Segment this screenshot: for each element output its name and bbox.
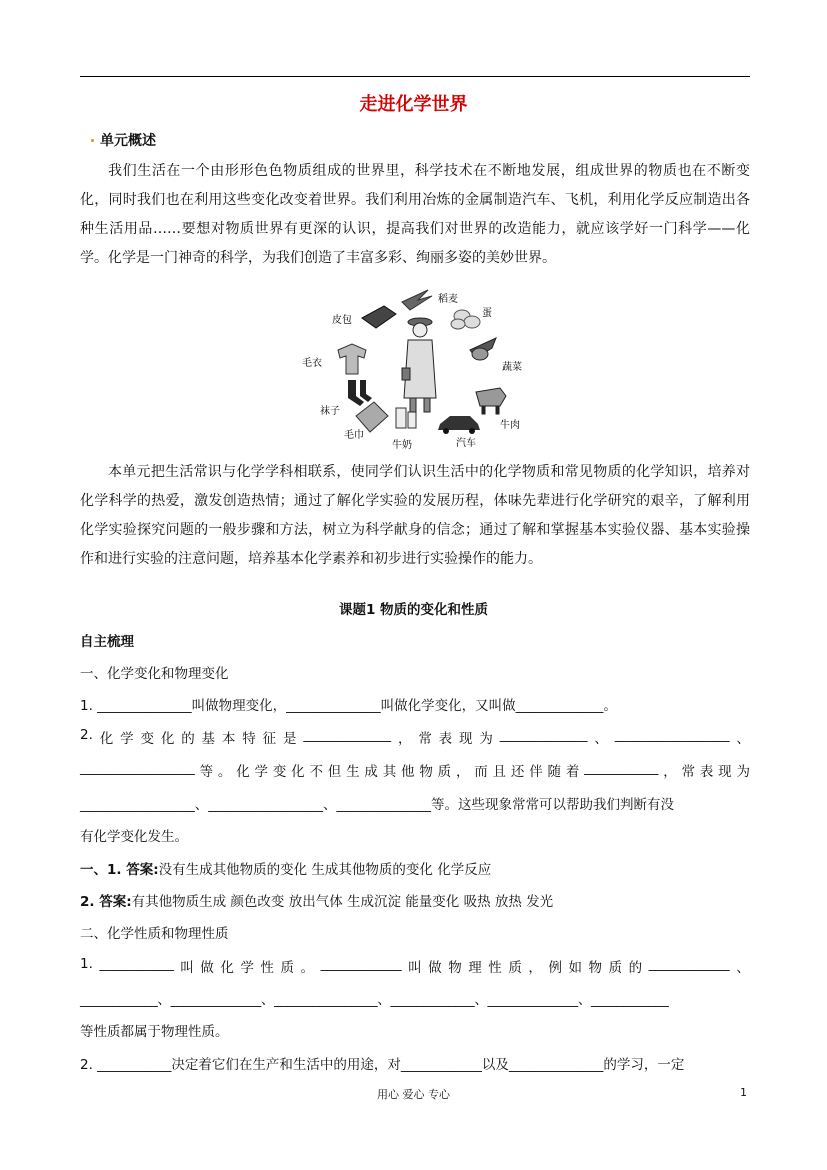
line-part: 质 — [608, 960, 623, 976]
line-part: _________________ — [614, 727, 730, 743]
line-part: 物 — [588, 960, 603, 976]
line-part: 着 — [565, 764, 580, 780]
answer-1-prefix: 一、1. 答案: — [80, 862, 159, 878]
towel-drawing — [356, 402, 388, 432]
line-part: 化 — [236, 764, 250, 780]
answer-1-text: 没有生成其他物质的变化 生成其他物质的变化 化学反应 — [158, 862, 492, 878]
line-part: 还 — [510, 764, 525, 780]
answer-2-text: 有其他物质生成 颜色改变 放出气体 生成沉淀 能量变化 吸热 放热 发光 — [131, 894, 554, 910]
line-part: 而 — [474, 764, 488, 780]
socks-drawing — [348, 380, 372, 406]
overview-heading: 单元概述 — [100, 133, 156, 149]
line-part: 他 — [401, 764, 415, 780]
line-part: 化 — [291, 764, 305, 780]
label-vegetables: 蔬菜 — [502, 362, 522, 373]
question-3-line-2: ____________、______________、________________、_____________、______________、____________ — [80, 992, 669, 1008]
line-part: 但 — [327, 764, 342, 780]
everyday-materials-illustration — [300, 288, 540, 456]
line-part: 变 — [272, 764, 287, 780]
line-part: 化 — [99, 731, 114, 747]
answer-2 — [80, 890, 750, 910]
line-part: 、 — [736, 960, 750, 976]
question-2-line-1 — [80, 727, 750, 747]
line-part: 且 — [492, 764, 507, 780]
line-part: _____________ — [499, 727, 588, 743]
question-2-line-3: _________________、_________________、______________等。这些现象常常可以帮助我们判断有没 — [80, 797, 674, 813]
line-part: 本 — [221, 731, 236, 747]
label-leather: 皮包 — [332, 315, 352, 326]
line-part: ___________ — [99, 956, 174, 972]
line-part: 做 — [200, 960, 214, 976]
line-part: 化 — [160, 731, 175, 747]
line-part: ___________ — [584, 760, 659, 776]
line-part: 是 — [282, 731, 297, 747]
line-part: 常 — [418, 731, 432, 747]
vegetables-drawing — [470, 338, 496, 360]
line-part: 叫 — [180, 960, 194, 976]
line-part: _____________ — [303, 727, 392, 743]
line-part: 的 — [181, 731, 195, 747]
label-egg: 蛋 — [482, 308, 492, 319]
leather-bag-drawing — [362, 306, 396, 328]
line-part: 生 — [346, 764, 360, 780]
label-towel: 毛巾 — [344, 430, 364, 441]
line-part: 理 — [468, 960, 482, 976]
line-part: 基 — [201, 731, 216, 747]
line-part: 、 — [736, 731, 750, 747]
page-title: 走进化学世界 — [359, 94, 468, 115]
line-part: ， — [455, 764, 470, 780]
line-part: 2. — [80, 727, 93, 743]
line-part: 常 — [681, 764, 695, 780]
line-part: 1. — [80, 956, 93, 972]
line-part: 伴 — [529, 764, 543, 780]
line-part: 质 — [280, 960, 294, 976]
label-wheat: 稻麦 — [438, 294, 458, 305]
line-part: _________________ — [80, 760, 195, 776]
line-part: ____________ — [320, 956, 402, 972]
line-part: 等 — [199, 764, 214, 780]
question-2-line-4: 有化学变化发生。 — [80, 829, 188, 845]
part1-heading: 一、化学变化和物理变化 — [80, 666, 229, 682]
line-part: 性 — [488, 960, 502, 976]
header-rule — [80, 76, 750, 77]
question-3-line-3: 等性质都属于物理性质。 — [80, 1024, 229, 1040]
intro-paragraph: 我们生活在一个由形形色色物质组成的世界里，科学技术在不断地发展，组成世界的物质也在不断变化，同时我们也在利用这些变化改变着世界。我们利用冶炼的金属制造汽车、飞机，利用化学反应制造出各种生活用品……要想对物质世界有更深的认识，提高我们对世界的改造能力，就应该学好一门科学——化学。化学是一门神奇的科学，为我们创造了丰富多彩、绚丽多姿的美妙世界。 — [80, 163, 750, 266]
line-part: 表 — [699, 764, 714, 780]
wheat-drawing — [402, 290, 432, 310]
line-part: 学 — [254, 764, 268, 780]
line-part: 如 — [568, 960, 582, 976]
car-drawing — [438, 416, 480, 434]
line-part: 变 — [140, 731, 154, 747]
unit-paragraph: 本单元把生活常识与化学学科相联系，使同学们认识生活中的化学物质和常见物质的化学知识，培养对化学科学的热爱，激发创造热情；通过了解化学实验的发展历程，体味先辈进行化学研究的艰辛，了解利用化学实验探究问题的一般步骤和方法，树立为科学献身的信念；通过了解和掌握基本实验仪器、基本实验操作和进行实验的注意问题，培养基本化学素养和初步进行实验操作的能力。 — [80, 464, 750, 567]
line-part: 化 — [220, 960, 234, 976]
line-part: 现 — [718, 764, 732, 780]
line-part: ， — [528, 960, 542, 976]
line-part: ， — [397, 731, 412, 747]
answer-1 — [80, 858, 750, 878]
line-part: 。 — [217, 764, 232, 780]
line-part: 性 — [260, 960, 274, 976]
line-part: 学 — [240, 960, 254, 976]
lesson-title: 课题1 物质的变化和性质 — [338, 602, 489, 618]
line-part: 学 — [120, 731, 134, 747]
line-part: 物 — [419, 764, 433, 780]
line-part: 质 — [437, 764, 452, 780]
line-part: 质 — [508, 960, 522, 976]
line-part: ， — [663, 764, 677, 780]
line-part: 成 — [364, 764, 378, 780]
line-part: 不 — [309, 764, 323, 780]
line-part: 、 — [594, 731, 608, 747]
question-2-line-2 — [80, 760, 750, 780]
bullet-dot — [91, 139, 94, 142]
line-part: 例 — [548, 960, 562, 976]
line-part: 物 — [448, 960, 462, 976]
question-3-line-1 — [80, 956, 750, 976]
line-part: 为 — [736, 764, 750, 780]
line-part: 为 — [479, 731, 493, 747]
line-part: 征 — [262, 731, 277, 747]
page-footer: 用心 爱心 专心 — [377, 1088, 450, 1101]
question-1: 1. ______________叫做物理变化，______________叫做化学变化，又叫做_____________。 — [80, 698, 617, 714]
eggs-drawing — [451, 310, 480, 329]
label-milk: 牛奶 — [392, 440, 412, 451]
person-drawing — [402, 318, 436, 412]
line-part: 表 — [438, 731, 453, 747]
line-part: 其 — [382, 764, 397, 780]
part2-heading: 二、化学性质和物理性质 — [80, 926, 229, 942]
self-review-heading: 自主梳理 — [80, 634, 134, 650]
cow-drawing — [476, 388, 506, 414]
line-part: 特 — [242, 731, 256, 747]
line-part: 的 — [628, 960, 643, 976]
page-number: 1 — [740, 1086, 747, 1099]
answer-2-prefix: 2. 答案: — [80, 894, 132, 910]
line-part: 现 — [459, 731, 473, 747]
line-part: 随 — [547, 764, 561, 780]
label-car: 汽车 — [456, 438, 476, 449]
label-socks: 袜子 — [320, 406, 340, 417]
line-part: 。 — [300, 960, 315, 976]
line-part: 叫 — [408, 960, 422, 976]
label-sweater: 毛衣 — [302, 358, 322, 369]
label-beef: 牛肉 — [500, 420, 520, 431]
line-part: 做 — [428, 960, 442, 976]
sweater-drawing — [338, 344, 366, 374]
question-4: 2. ___________决定着它们在生产和生活中的用途，对____________以及______________的学习，一定 — [80, 1057, 685, 1073]
line-part: ____________ — [648, 956, 730, 972]
